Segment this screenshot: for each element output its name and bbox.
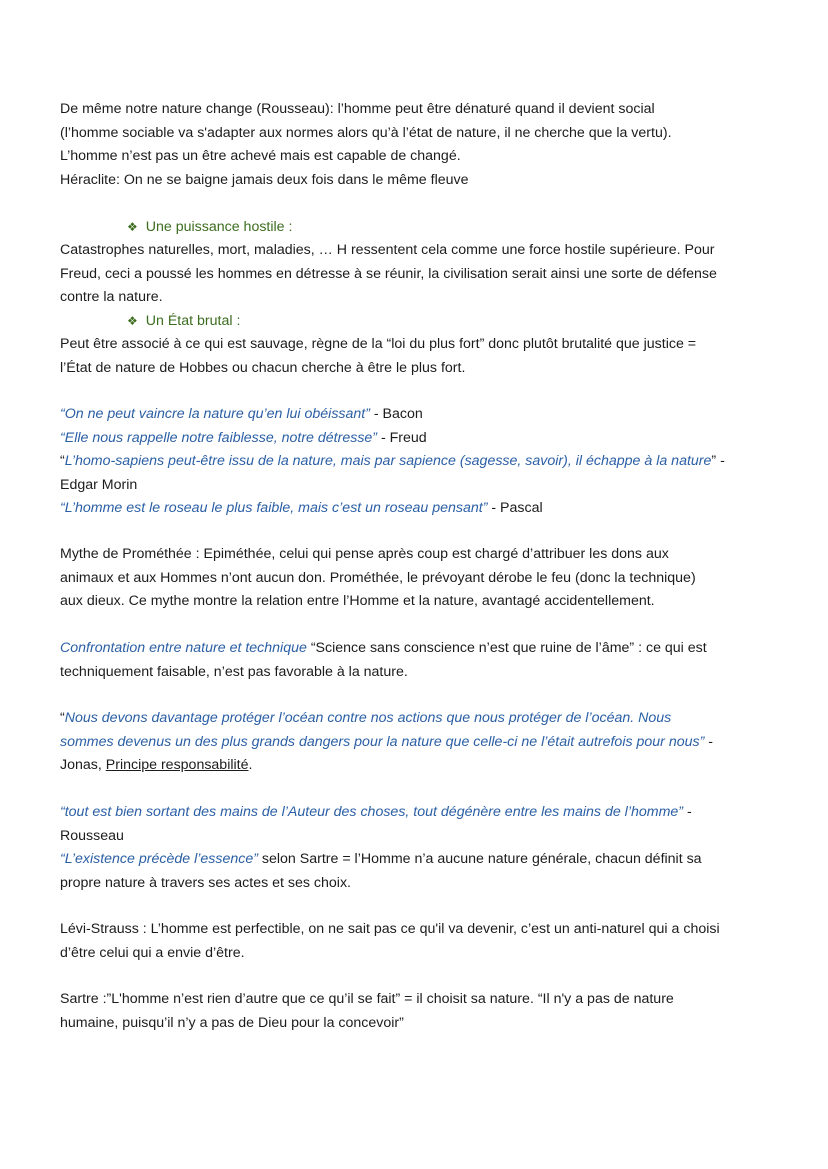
paragraph-levi-strauss [60, 918, 770, 965]
quotes-list [60, 403, 770, 521]
quote-text: “Elle nous rappelle notre faiblesse, notre détresse” [60, 429, 378, 446]
text-line [60, 801, 770, 825]
quote-pascal [60, 497, 770, 521]
text-line: aux dieux. Ce mythe montre la relation entre l’Homme et la nature, avantagé accidentellement. [60, 593, 655, 609]
heading-text: Un État brutal : [145, 313, 241, 329]
quote-text: “tout est bien sortant des mains de l’Auteur des choses, tout dégénère entre les mains de l’homme” [60, 804, 684, 820]
quote-freud [60, 427, 770, 451]
quote-text: “On ne peut vaincre la nature qu’en lui obéissant” [60, 406, 370, 422]
diamond-bullet-icon: ❖ [127, 220, 138, 234]
paragraph-sartre-existence [60, 848, 770, 895]
quote-bacon [60, 403, 770, 427]
text-line: Mythe de Prométhée : Epiméthée, celui qui pense après coup est chargé d’attribuer les dons aux [60, 546, 669, 562]
text-line: contre la nature. [60, 289, 163, 305]
text-line: animaux et aux Hommes n’ont aucun don. Prométhée, le prévoyant dérobe le feu (donc la technique) [60, 569, 696, 586]
quote-text: “L’existence précède l’essence” [60, 851, 258, 867]
text-line [60, 731, 770, 755]
paragraph-sartre-nature [60, 988, 770, 1035]
text-line: Freud, ceci a poussé les hommes en détresse à se réunir, la civilisation serait ainsi une sorte de défense [60, 265, 717, 282]
text-fragment: selon Sartre = l’Homme n’a aucune nature générale, chacun définit sa [257, 851, 702, 867]
text-line: Lévi-Strauss : L’homme est perfectible, on ne sait pas ce qu'il va devenir, c’est un anti-naturel qui a choisi [60, 921, 720, 937]
paragraph-confrontation [60, 637, 770, 684]
text-line: Catastrophes naturelles, mort, maladies, … H ressentent cela comme une force hostile supérieure. Pour [60, 242, 715, 258]
text-fragment: “Science sans conscience n’est que ruine de l’âme” : ce qui est [306, 640, 707, 656]
text-line: humaine, puisqu’il n’y a pas de Dieu pour la concevoir” [60, 1014, 404, 1031]
text-line: De même notre nature change (Rousseau): l’homme peut être dénaturé quand il devient social [60, 101, 655, 117]
text-line [60, 707, 770, 731]
quote-text: “L’homme est le roseau le plus faible, mais c’est un roseau pensant” [60, 500, 488, 516]
text-line: d’être celui qui a envie d’être. [60, 944, 245, 961]
quote-author: Rousseau [60, 827, 124, 844]
quote-jonas [60, 707, 770, 778]
book-title: Principe responsabilité [105, 757, 249, 773]
quote-text: Nous devons davantage protéger l’océan contre nos actions que nous protéger de l’océan. Nous [64, 710, 672, 726]
quote-rousseau [60, 801, 770, 848]
text-line: Sartre :”L'homme n’est rien d’autre que ce qu’il se fait” = il choisit sa nature. “Il n'y a pas de nature [60, 991, 674, 1007]
text-line [60, 754, 770, 778]
quote-author: Jonas, [60, 757, 106, 773]
text-line: techniquement faisable, n’est pas favorable à la nature. [60, 663, 408, 680]
heading-puissance-hostile [127, 216, 292, 240]
text-line: Héraclite: On ne se baigne jamais deux fois dans le même fleuve [60, 171, 469, 188]
text-line: L’homme n’est pas un être achevé mais est capable de changé. [60, 148, 461, 164]
text-line: propre nature à travers ses actes et ses choix. [60, 874, 351, 891]
heading-text: Une puissance hostile : [145, 219, 293, 235]
text-line [60, 637, 770, 661]
quote-text: L’homo-sapiens peut-être issu de la nature, mais par sapience (sagesse, savoir), il échappe à la nature [64, 453, 712, 469]
lead-text: Confrontation entre nature et technique [60, 640, 307, 656]
quote-author: - Freud [377, 429, 427, 446]
heading-etat-brutal [127, 310, 240, 334]
quote-author: - Bacon [369, 406, 423, 422]
text-fragment: . [248, 757, 253, 773]
paragraph-catastrophes [60, 239, 770, 310]
quote-dash: - [683, 804, 692, 820]
paragraph-promethee [60, 543, 770, 614]
text-line: Peut être associé à ce qui est sauvage, règne de la “loi du plus fort” donc plutôt brutalité que justice = [60, 336, 697, 352]
quote-morin [60, 450, 770, 474]
text-line: (l’homme sociable va s'adapter aux normes alors qu’à l’état de nature, il ne cherche que la vertu). [60, 124, 672, 141]
paragraph-nature-change [60, 98, 770, 192]
text-line [60, 848, 770, 872]
paragraph-hobbes [60, 333, 770, 380]
quote-close-mark: ” - [711, 453, 725, 469]
quote-open-mark: “ [60, 710, 65, 726]
quote-author: - Pascal [487, 500, 543, 516]
quote-dash: - [704, 733, 714, 750]
quote-text: sommes devenus un des plus grands dangers pour la nature que celle-ci ne l’était autrefois pour nous” [60, 733, 705, 750]
quote-open-mark: “ [60, 453, 65, 469]
diamond-bullet-icon: ❖ [127, 314, 138, 328]
text-line: l’État de nature de Hobbes ou chacun cherche à être le plus fort. [60, 359, 466, 376]
quote-author: Edgar Morin [60, 476, 138, 493]
